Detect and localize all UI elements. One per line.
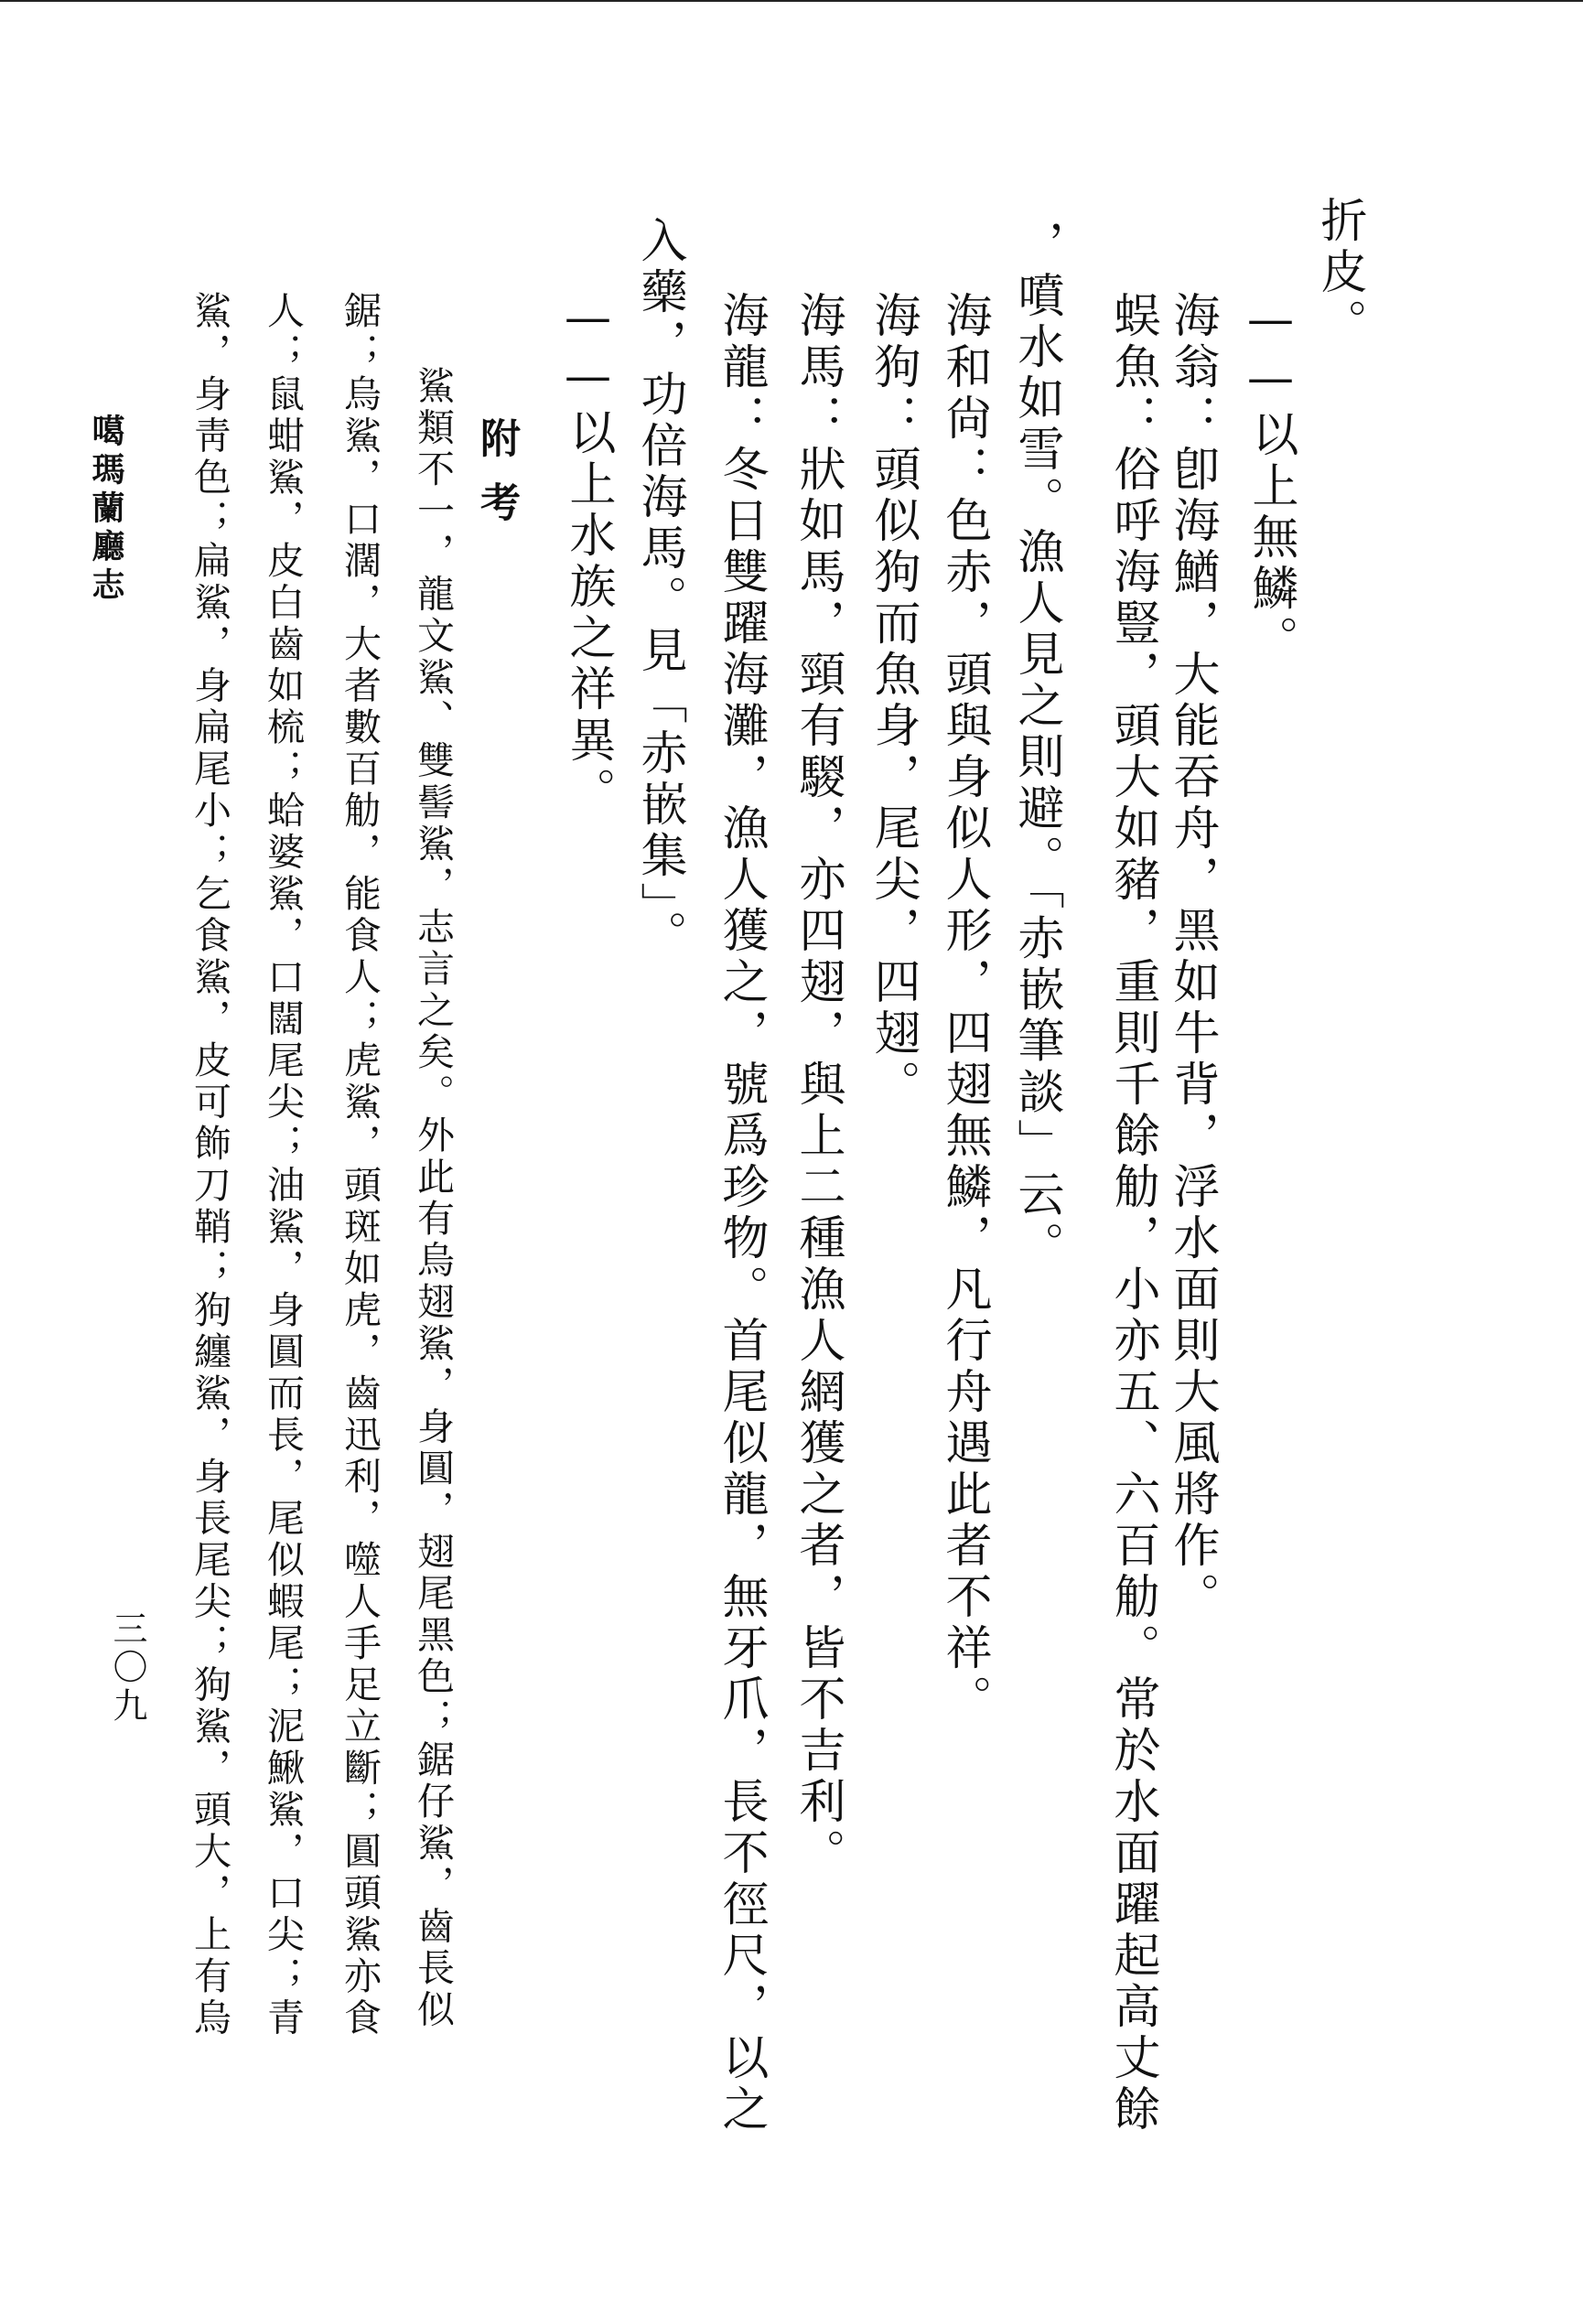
note-column-2: 鋸；烏鯊，口濶，大者數百觔，能食人；虎鯊，頭斑如虎，齒迅利，噬人手足立斷；圓頭鯊亦食 [338, 291, 382, 2039]
main-column-7: 海狗：頭似狗而魚身，尾尖，四翅。 [866, 291, 920, 1111]
main-column-10: 入藥，功倍海馬。見「赤嵌集」。 [632, 216, 686, 962]
main-column-6: 海和尙：色赤，頭與身似人形，四翅無鱗，凡行舟遇此者不祥。 [937, 291, 991, 1726]
top-border-line [0, 0, 1583, 2]
main-column-1: 折皮。 [1312, 196, 1366, 350]
main-column-2: ——以上無鱗。 [1244, 293, 1298, 666]
main-column-9: 海龍：冬日雙躍海灘，漁人獲之，號爲珍物。首尾似龍，無牙爪，長不徑尺，以之 [714, 291, 768, 2136]
note-column-4: 鯊，身靑色；扁鯊，身扁尾小；乞食鯊，皮可飾刀鞘；狗纏鯊，身長尾尖；狗鯊，頭大，上有烏 [188, 291, 232, 2039]
main-column-5: ，噴水如雪。漁人見之則避。「赤嵌筆談」云。 [1009, 220, 1063, 1273]
main-column-8: 海馬：狀如馬，頸有騣，亦四翅，與上二種漁人網獲之者，皆不吉利。 [791, 291, 845, 1879]
note-column-1: 鯊類不一，龍文鯊、雙髻鯊，志言之矣。外此有烏翅鯊，身圓，翅尾黑色；鋸仔鯊，齒長似 [411, 366, 455, 2031]
appendix-heading: 附考 [473, 417, 520, 545]
page-number: 三〇九 [107, 1610, 147, 1726]
main-column-3: 海翁：卽海鰌，大能吞舟，黑如牛背，浮水面則大風將作。 [1165, 291, 1219, 1623]
note-column-3: 人；鼠蚶鯊，皮白齒如梳；蛤婆鯊，口闊尾尖；油鯊，身圓而長，尾似蝦尾；泥鰍鯊，口尖；青 [261, 291, 305, 2039]
book-title: 噶瑪蘭廳志 [87, 414, 125, 606]
main-column-11: ——以上水族之祥異。 [561, 291, 615, 818]
main-column-4: 蜈魚：俗呼海豎，頭大如豬，重則千餘觔，小亦五、六百觔。常於水面躍起高丈餘 [1105, 291, 1159, 2136]
